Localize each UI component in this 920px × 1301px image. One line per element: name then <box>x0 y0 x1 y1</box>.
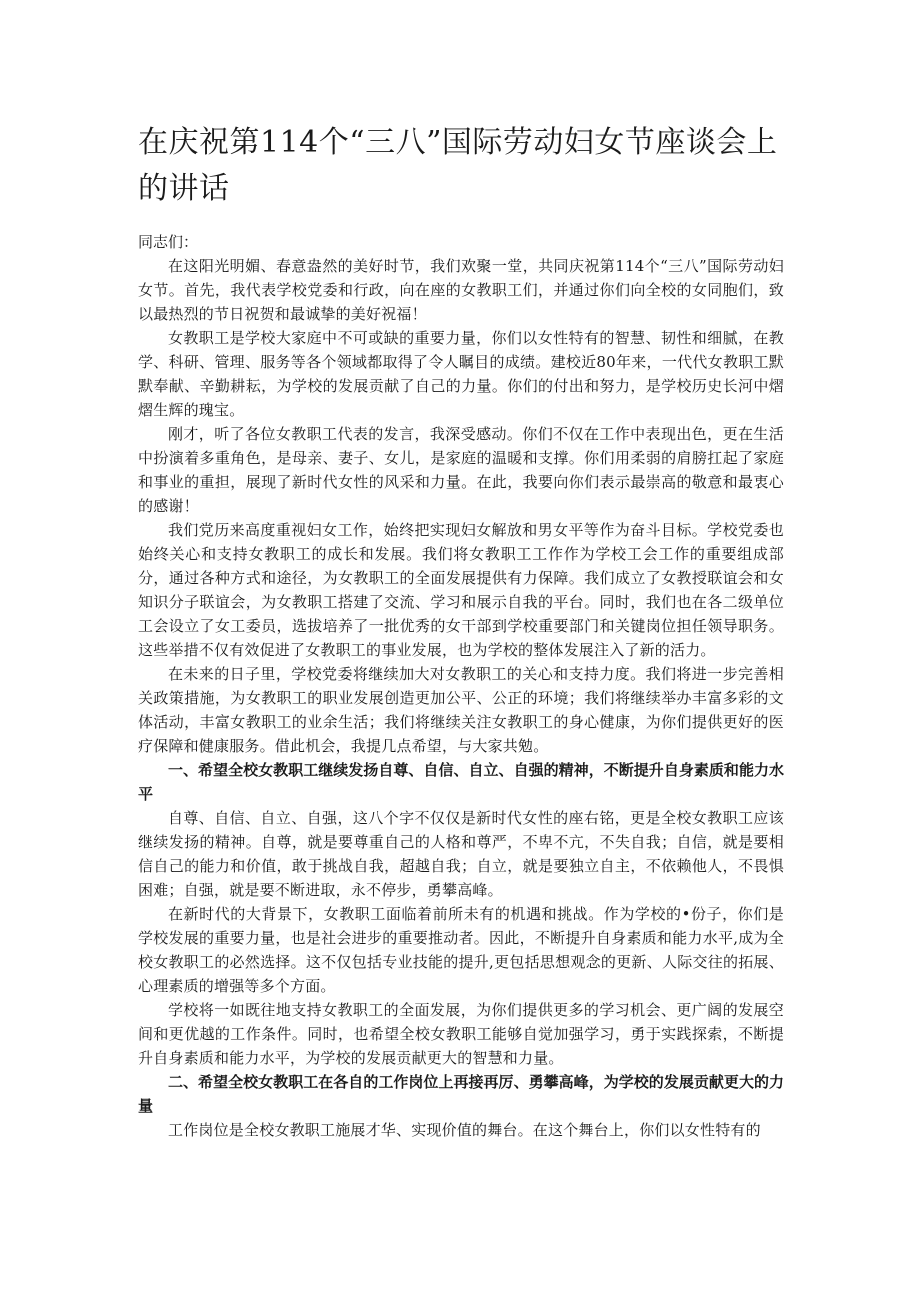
body-paragraph: 工作岗位是全校女教职工施展才华、实现价值的舞台。在这个舞台上，你们以女性特有的 <box>168 1121 761 1139</box>
body-paragraph: 自尊、自信、自立、自强，这八个字不仅仅是新时代女性的座右铭，更是全校女教职工应该继续发扬的精神。自尊，就是要尊重自己的人格和尊严，不卑不亢，不失自我；自信，就是要相信自己的能力和价值，敢于挑战自我，超越自我；自立，就是要独立自主，不依赖他人，不畏惧困难；自强，就是要不断进取，永不停步，勇攀高峰。 <box>138 809 784 899</box>
document-page <box>138 120 784 1142</box>
section-heading: 二、希望全校女教职工在各自的工作岗位上再接再厉、勇攀高峰，为学校的发展贡献更大的力量 <box>138 1073 784 1115</box>
section-heading: 一、希望全校女教职工继续发扬自尊、自信、自立、自强的精神，不断提升自身素质和能力水平 <box>138 761 784 803</box>
body-paragraph: 学校将一如既往地支持女教职工的全面发展，为你们提供更多的学习机会、更广阔的发展空间和更优越的工作条件。同时，也希望全校女教职工能够自觉加强学习，勇于实践探索，不断提升自身素质和能力水平，为学校的发展贡献更大的智慧和力量。 <box>138 1001 784 1067</box>
body-paragraph: 在这阳光明媚、春意盎然的美好时节，我们欢聚一堂，共同庆祝第114个“三八”国际劳动妇女节。首先，我代表学校党委和行政，向在座的女教职工们，并通过你们向全校的女同胞们，致以最热烈的节日祝贺和最诚挚的美好祝福！ <box>138 257 784 323</box>
body-paragraph: 我们党历来高度重视妇女工作，始终把实现妇女解放和男女平等作为奋斗目标。学校党委也始终关心和支持女教职工的成长和发展。我们将女教职工工作作为学校工会工作的重要组成部分，通过各种方式和途径，为女教职工的全面发展提供有力保障。我们成立了女教授联谊会和女知识分子联谊会，为女教职工搭建了交流、学习和展示自我的平台。同时，我们也在各二级单位工会设立了女工委员，选拔培养了一批优秀的女干部到学校重要部门和关键岗位担任领导职务。这些举措不仅有效促进了女教职工的事业发展，也为学校的整体发展注入了新的活力。 <box>138 521 784 659</box>
salutation: 同志们： <box>138 233 199 251</box>
body-paragraph: 刚才，听了各位女教职工代表的发言，我深受感动。你们不仅在工作中表现出色，更在生活中扮演着多重角色，是母亲、妻子、女儿，是家庭的温暖和支撑。你们用柔弱的肩膀扛起了家庭和事业的重担，展现了新时代女性的风采和力量。在此，我要向你们表示最崇高的敬意和最衷心的感谢！ <box>138 425 784 515</box>
document-body <box>138 254 784 1142</box>
body-paragraph: 在新时代的大背景下，女教职工面临着前所未有的机遇和挑战。作为学校的•份子，你们是学校发展的重要力量，也是社会进步的重要推动者。因此，不断提升自身素质和能力水平,成为全校女教职工的必然选择。这不仅包括专业技能的提升,更包括思想观念的更新、人际交往的拓展、心理素质的增强等多个方面。 <box>138 905 784 995</box>
body-paragraph: 女教职工是学校大家庭中不可或缺的重要力量，你们以女性特有的智慧、韧性和细腻，在教学、科研、管理、服务等各个领域都取得了令人瞩目的成绩。建校近80年来，一代代女教职工默默奉献、辛勤耕耘，为学校的发展贡献了自己的力量。你们的付出和努力，是学校历史长河中熠熠生辉的瑰宝。 <box>138 329 784 419</box>
document-title: 在庆祝第114个“三八”国际劳动妇女节座谈会上的讲话 <box>138 125 778 206</box>
body-paragraph: 在未来的日子里，学校党委将继续加大对女教职工的关心和支持力度。我们将进一步完善相关政策措施，为女教职工的职业发展创造更加公平、公正的环境；我们将继续举办丰富多彩的文体活动，丰富女教职工的业余生活；我们将继续关注女教职工的身心健康，为你们提供更好的医疗保障和健康服务。借此机会，我提几点希望，与大家共勉。 <box>138 665 784 755</box>
